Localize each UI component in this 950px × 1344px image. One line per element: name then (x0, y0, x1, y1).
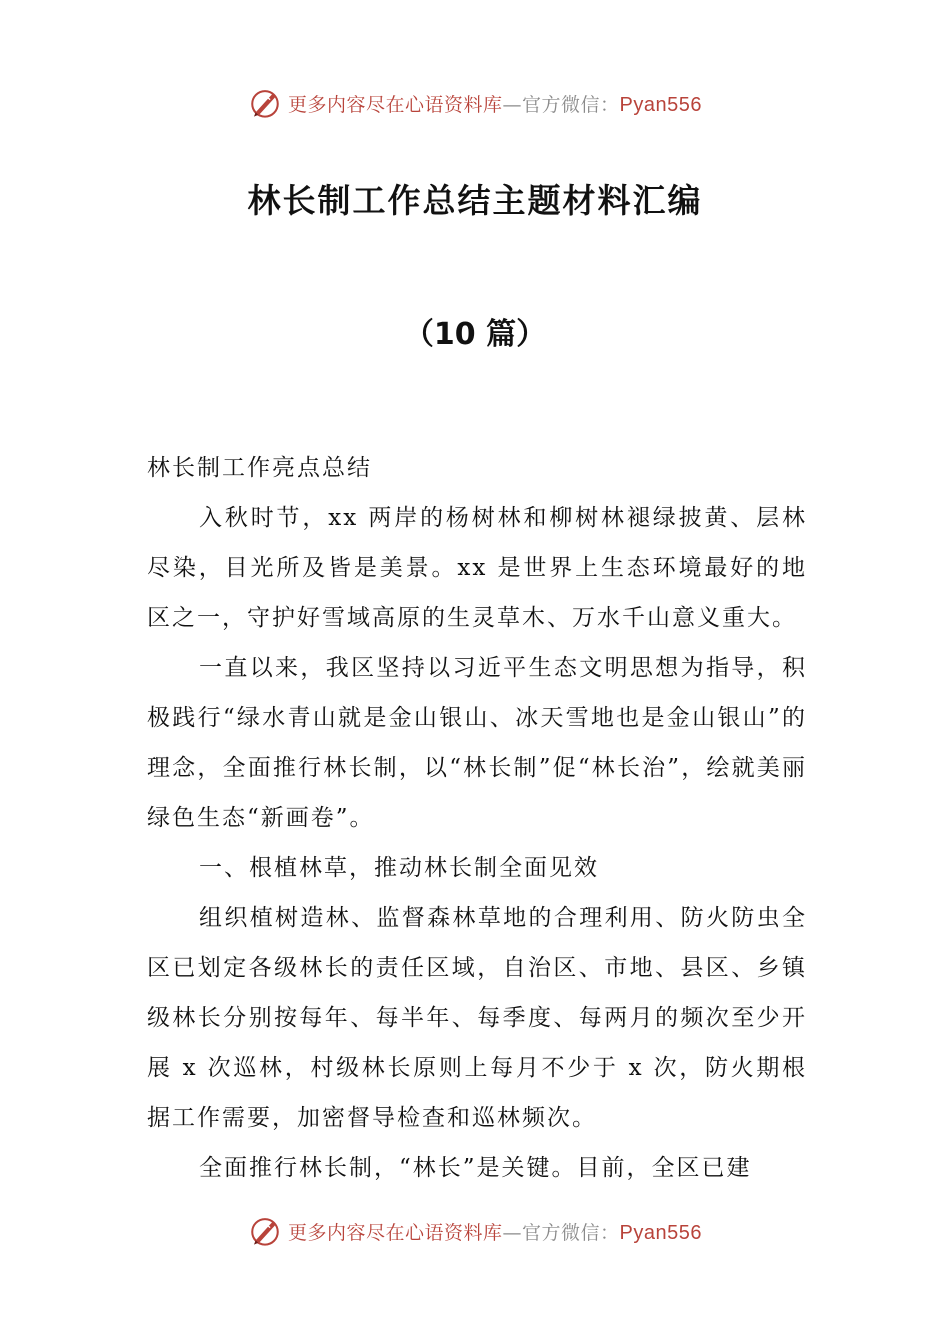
document-title: 林长制工作总结主题材料汇编 (247, 181, 703, 220)
pen-circle-logo-icon (248, 86, 282, 120)
footer-watermark (0, 1211, 950, 1251)
watermark-wechat-id: Pyan556 (619, 1221, 702, 1244)
subsection-heading: 一、根植林草，推动林长制全面见效 (199, 855, 599, 881)
section-heading: 林长制工作亮点总结 (147, 455, 372, 481)
pen-circle-logo-icon (248, 1214, 282, 1248)
watermark-wechat-label: —官方微信： (502, 93, 620, 116)
body-paragraph: 全面推行林长制，“林长”是关键。目前，全区已建 (199, 1155, 752, 1181)
watermark-wechat-label: —官方微信： (502, 1221, 620, 1244)
document-subtitle: （10 篇） (403, 317, 547, 352)
watermark-site-text: 更多内容尽在心语资料库 (288, 93, 503, 116)
watermark-wechat-id: Pyan556 (619, 93, 702, 116)
body-paragraph: 一直以来，我区坚持以习近平生态文明思想为指导，积极践行“绿水青山就是金山银山、冰天雪地也是金山银山”的理念，全面推行林长制，以“林长制”促“林长治”，绘就美丽绿色生态“新画卷”。 (147, 655, 807, 831)
body-paragraph: 入秋时节，xx 两岸的杨树林和柳树林褪绿披黄、层林尽染，目光所及皆是美景。xx 是世界上生态环境最好的地区之一，守护好雪域高原的生灵草木、万水千山意义重大。 (147, 505, 807, 631)
header-watermark (0, 83, 950, 123)
body-paragraph: 组织植树造林、监督森林草地的合理利用、防火防虫全区已划定各级林长的责任区域，自治区、市地、县区、乡镇级林长分别按每年、每半年、每季度、每两月的频次至少开展 x 次巡林，村级林长原则上每月不少于 x 次，防火期根据工作需要，加密督导检查和巡林频次。 (147, 905, 807, 1131)
watermark-site-text: 更多内容尽在心语资料库 (288, 1221, 503, 1244)
document-body (147, 443, 807, 1193)
